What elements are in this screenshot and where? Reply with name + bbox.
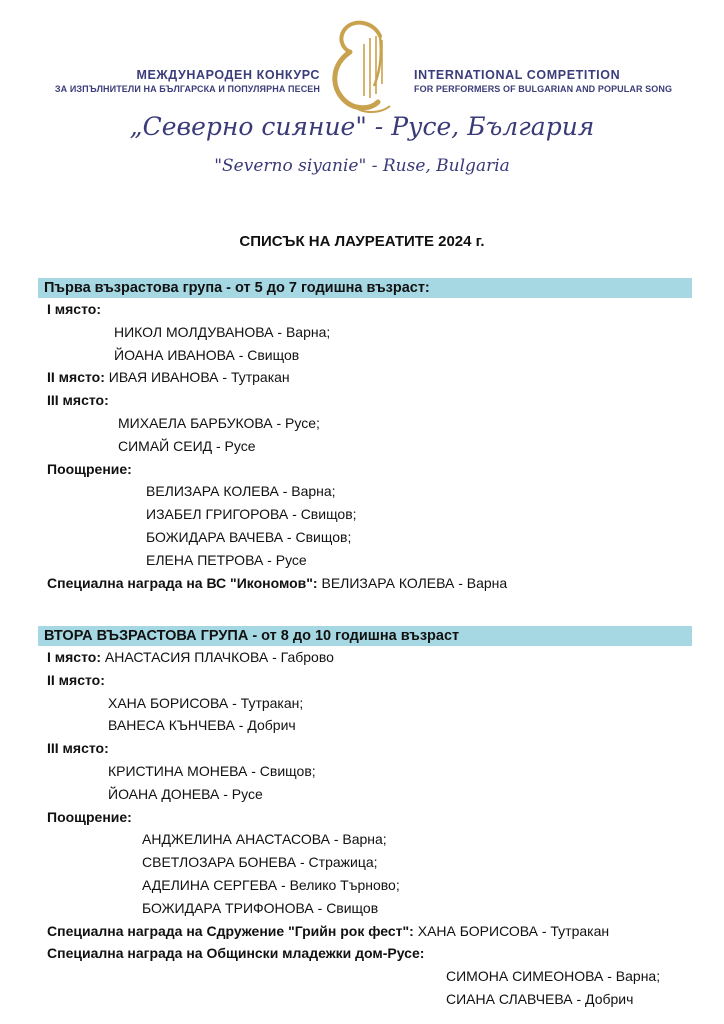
second-place-label: II място: xyxy=(47,369,105,386)
header-bg-line2: ЗА ИЗПЪЛНИТЕЛИ НА БЪЛГАРСКА И ПОПУЛЯРНА ПЕСЕН xyxy=(54,84,320,94)
laureate-entry: ЙОАНА ИВАНОВА - Свищов xyxy=(114,346,300,363)
laureate-entry: СИМАЙ СЕИД - Русе xyxy=(118,437,256,454)
laureate-entry: ВАНЕСА КЪНЧЕВА - Добрич xyxy=(108,717,296,734)
laureate-entry: ВЕЛИЗАРА КОЛЕВА - Варна xyxy=(321,574,508,591)
special-award-label: Специална награда на Общински младежки дом-Русе: xyxy=(47,945,425,962)
laureate-entry: СИАНА СЛАВЧЕВА - Добрич xyxy=(446,990,634,1007)
first-place-row xyxy=(38,646,692,669)
laureate-entry: АНАСТАСИЯ ПЛАЧКОВА - Габрово xyxy=(104,649,334,665)
laureate-entry: ХАНА БОРИСОВА - Тутракан xyxy=(417,922,610,939)
laureate-entry: АНДЖЕЛИНА АНАСТАСОВА - Варна; xyxy=(142,831,387,848)
special-award-label: Специална награда на Сдружение "Грийн рок фест": xyxy=(47,922,414,939)
laureate-entry: КРИСТИНА МОНЕВА - Свищов; xyxy=(108,762,316,779)
header-bg-block xyxy=(55,68,320,94)
competition-title-bg: „Северно сияние" - Русе, България xyxy=(129,112,595,141)
third-place-label: III място: xyxy=(47,740,109,757)
laureate-entry: ХАНА БОРИСОВА - Тутракан; xyxy=(108,694,304,711)
third-place-label: III място: xyxy=(47,392,109,409)
first-place-label: I място: xyxy=(47,301,101,317)
header-en-line2: FOR PERFORMERS OF BULGARIAN AND POPULAR SONG xyxy=(414,84,673,94)
laureate-entry: АДЕЛИНА СЕРГЕВА - Велико Търново; xyxy=(142,876,400,893)
laureate-entry: ВЕЛИЗАРА КОЛЕВА - Варна; xyxy=(146,483,336,500)
laureate-entry: СВЕТЛОЗАРА БОНЕВА - Стражица; xyxy=(142,854,378,871)
competition-title-latin: "Severno siyanie" - Ruse, Bulgaria xyxy=(214,156,510,176)
header-bg-line1: МЕЖДУНАРОДЕН КОНКУРС xyxy=(136,68,320,82)
laureate-entry: МИХАЕЛА БАРБУКОВА - Русе; xyxy=(118,414,320,431)
special-award-row xyxy=(38,572,692,595)
header-en-block xyxy=(414,68,672,94)
encouragement-label: Поощрение: xyxy=(47,460,132,477)
special-award-label: Специална награда на ВС "Икономов": xyxy=(47,574,318,591)
document-title: СПИСЪК НА ЛАУРЕАТИТЕ 2024 г. xyxy=(239,233,485,250)
second-place-row xyxy=(38,366,692,389)
age-group-1 xyxy=(38,278,692,594)
laureate-entry: СИМОНА СИМЕОНОВА - Варна; xyxy=(446,968,661,985)
encouragement-label: Поощрение: xyxy=(47,808,132,825)
first-place-label: I място: xyxy=(47,649,101,665)
age-group-2-heading: ВТОРА ВЪЗРАСТОВА ГРУПА - от 8 до 10 годишна възраст xyxy=(38,626,692,646)
age-group-1-heading: Първа възрастова група - от 5 до 7 годишна възраст: xyxy=(38,278,692,298)
second-place-label: II място: xyxy=(47,671,105,688)
header-en-line1: INTERNATIONAL COMPETITION xyxy=(414,68,621,82)
laureate-entry: ИЗАБЕЛ ГРИГОРОВА - Свищов; xyxy=(146,506,357,523)
laureate-entry: ЕЛЕНА ПЕТРОВА - Русе xyxy=(146,551,307,568)
age-group-2 xyxy=(38,626,692,1011)
special-award-row xyxy=(38,920,692,943)
laureate-entry: НИКОЛ МОЛДУВАНОВА - Варна; xyxy=(114,323,331,340)
laureate-entry: ЙОАНА ДОНЕВА - Русе xyxy=(108,785,263,802)
laureate-entry: БОЖИДАРА ТРИФОНОВА - Свищов xyxy=(142,899,379,916)
laureate-entry: БОЖИДАРА ВАЧЕВА - Свищов; xyxy=(146,528,352,545)
swan-lyre-logo-icon xyxy=(318,14,408,118)
laureate-entry: ИВАЯ ИВАНОВА - Тутракан xyxy=(108,369,290,386)
page-header xyxy=(0,0,724,200)
